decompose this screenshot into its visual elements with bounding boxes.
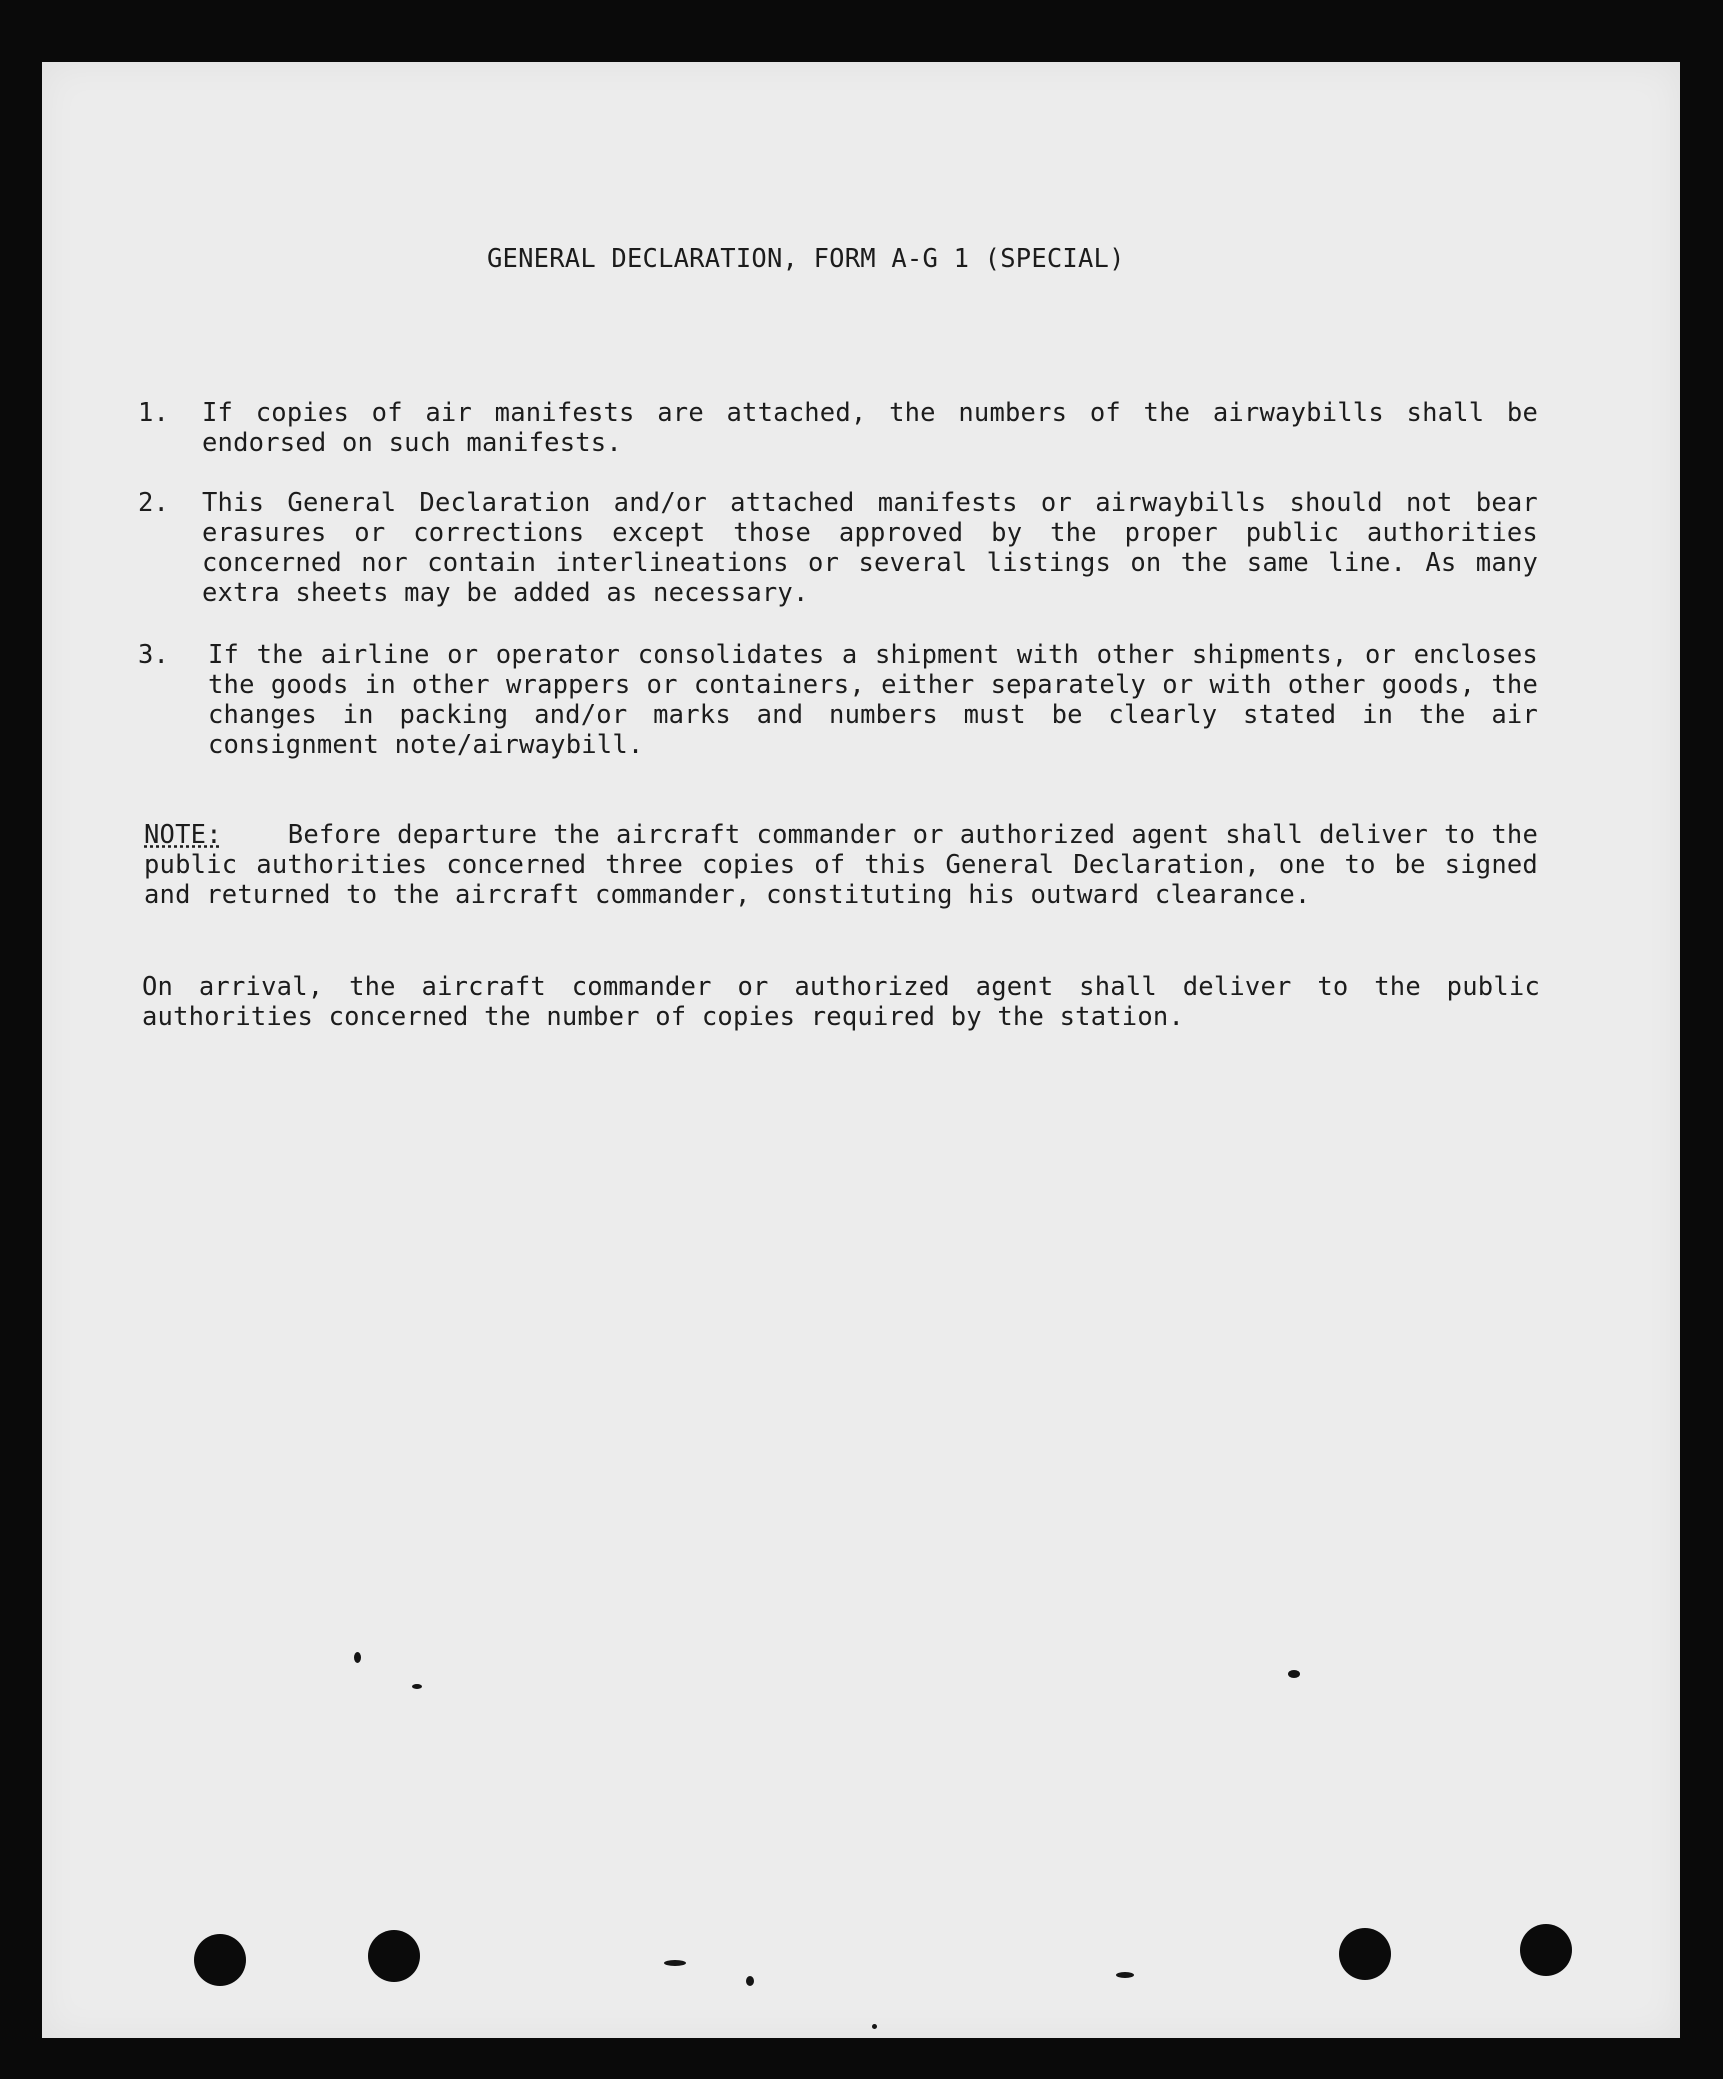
ink-speck	[746, 1976, 754, 1986]
note-paragraph	[144, 820, 1538, 910]
note-label: NOTE:	[144, 820, 222, 850]
form-title: GENERAL DECLARATION, FORM A-G 1 (SPECIAL)	[487, 244, 1125, 274]
punch-hole	[1339, 1928, 1391, 1980]
punch-hole	[1520, 1924, 1572, 1976]
paper-sheet	[42, 62, 1680, 2038]
ink-speck	[872, 2024, 877, 2029]
item-number: 2.	[138, 488, 170, 518]
item-text: If copies of air manifests are attached, the numbers of the airwaybills shall be endorsed on such manifests.	[202, 398, 1538, 458]
ink-speck	[1288, 1670, 1300, 1678]
item-text: This General Declaration and/or attached manifests or airwaybills should not bear erasures or corrections except those approved by the proper public authorities concerned nor contain interlineations or several listings on the same line. As many extra sheets may be added as necessary.	[202, 488, 1538, 608]
item-text: If the airline or operator consolidates a shipment with other shipments, or encloses the goods in other wrappers or containers, either separately or with other goods, the changes in packing and/or marks and numbers must be clearly stated in the air consignment note/airwaybill.	[208, 640, 1538, 760]
ink-speck	[664, 1960, 686, 1966]
item-number: 1.	[138, 398, 170, 428]
item-number: 3.	[138, 640, 170, 670]
punch-hole	[194, 1934, 246, 1986]
arrival-paragraph: On arrival, the aircraft commander or authorized agent shall deliver to the public authorities concerned the number of copies required by the station.	[142, 972, 1540, 1032]
ink-speck	[354, 1652, 361, 1663]
ink-speck	[412, 1684, 422, 1689]
ink-speck	[1116, 1972, 1134, 1978]
note-text: Before departure the aircraft commander or authorized agent shall deliver to the public authorities concerned three copies of this General Declaration, one to be signed and returned to the aircraft commander, constituting his outward clearance.	[144, 820, 1538, 910]
punch-hole	[368, 1930, 420, 1982]
